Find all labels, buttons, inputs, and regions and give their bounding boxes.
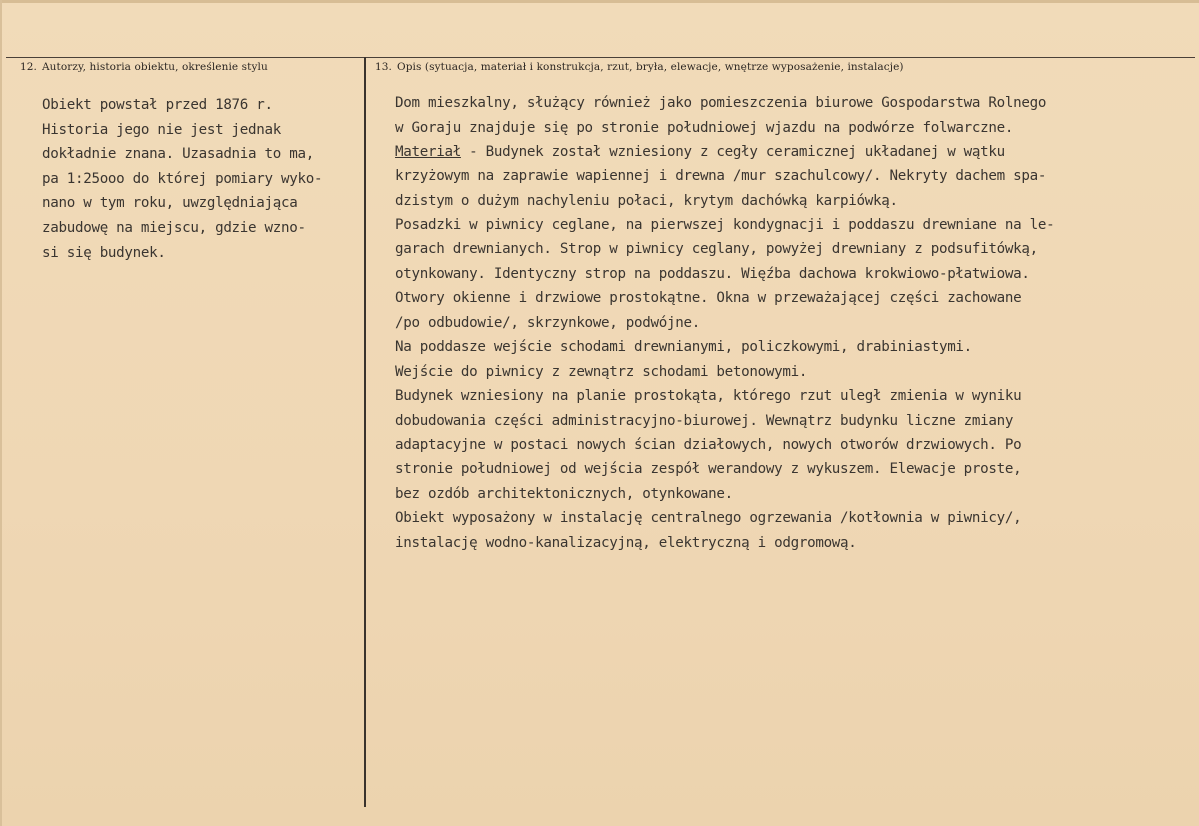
s13-line: Dom mieszkalny, służący również jako pomieszczenia biurowe Gospodarstwa Rolnego (395, 95, 1047, 111)
section-13-title: Opis (sytuacja, materiał i konstrukcja, rzut, bryła, elewacje, wnętrze wyposażenie, instalacje) (397, 61, 904, 73)
s13-line: stronie południowej od wejścia zespół werandowy z wykuszem. Elewacje proste, (395, 461, 1022, 477)
top-edge (2, 0, 1199, 3)
s13-line: adaptacyjne w postaci nowych ścian działowych, nowych otworów drzwiowych. Po (395, 437, 1022, 453)
s13-line: Otwory okienne i drzwiowe prostokątne. Okna w przeważającej części zachowane (395, 290, 1022, 306)
section-12-heading (20, 61, 268, 73)
s13-line: /po odbudowie/, skrzynkowe, podwójne. (395, 315, 700, 331)
s13-line: instalację wodno-kanalizacyjną, elektryczną i odgromową. (395, 535, 857, 551)
header-rule (6, 57, 1195, 58)
s12-line: si się budynek. (42, 245, 166, 261)
s12-line: zabudowę na miejscu, gdzie wzno- (42, 220, 306, 236)
s13-line: Wejście do piwnicy z zewnątrz schodami betonowymi. (395, 364, 808, 380)
s13-line: w Goraju znajduje się po stronie południowej wjazdu na podwórze folwarczne. (395, 120, 1014, 136)
s13-line: otynkowany. Identyczny strop na poddaszu. Więźba dachowa krokwiowo-płatwiowa. (395, 266, 1030, 282)
s13-line: Posadzki w piwnicy ceglane, na pierwszej kondygnacji i poddaszu drewniane na le- (395, 217, 1055, 233)
s13-line: - Budynek został wzniesiony z cegły ceramicznej układanej w wątku (460, 144, 1005, 160)
s13-line: Na poddasze wejście schodami drewnianymi, policzkowymi, drabiniastymi. (395, 339, 972, 355)
s13-line: dzistym o dużym nachyleniu połaci, krytym dachówką karpiówką. (395, 193, 898, 209)
material-label: Materiał (395, 144, 461, 160)
section-13-number: 13. (375, 61, 392, 73)
s12-line: nano w tym roku, uwzględniająca (42, 195, 298, 211)
s13-line-material (395, 144, 1005, 160)
s13-line: krzyżowym na zaprawie wapiennej i drewna /mur szachulcowy/. Nekryty dachem spa- (395, 168, 1047, 184)
section-12-number: 12. (20, 61, 37, 73)
s12-line: Obiekt powstał przed 1876 r. (42, 97, 273, 113)
s13-line: dobudowania części administracyjno-biurowej. Wewnątrz budynku liczne zmiany (395, 413, 1014, 429)
column-divider (364, 57, 366, 807)
s12-line: pa 1:25ooo do której pomiary wyko- (42, 171, 323, 187)
s13-line: bez ozdób architektonicznych, otynkowane. (395, 486, 733, 502)
section-13-heading (375, 61, 904, 73)
s13-line: Obiekt wyposażony w instalację centralnego ogrzewania /kotłownia w piwnicy/, (395, 510, 1022, 526)
s12-line: dokładnie znana. Uzasadnia to ma, (42, 146, 314, 162)
s13-line: garach drewnianych. Strop w piwnicy ceglany, powyżej drewniany z podsufitówką, (395, 241, 1038, 257)
s13-line: Budynek wzniesiony na planie prostokąta, którego rzut uległ zmienia w wyniku (395, 388, 1022, 404)
s12-line: Historia jego nie jest jednak (42, 122, 282, 138)
section-12-title: Autorzy, historia obiektu, określenie stylu (42, 61, 268, 73)
